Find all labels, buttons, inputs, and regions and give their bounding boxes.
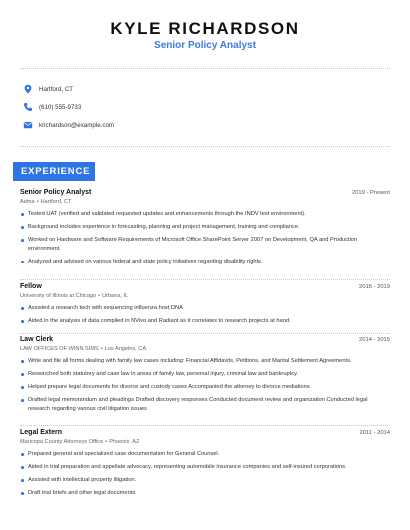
bullet-item: Write and file all forms dealing with family law cases including: Financial Affidavits, Petitions, and Marital Settlement Agreements. [20, 357, 390, 366]
bullet-item: Aided in the analysis of data compiled in NVivo and Radiant as it correlates to research projects at hand. [20, 317, 390, 326]
contact-email [20, 119, 114, 131]
divider [20, 146, 390, 147]
employer-name: LAW OFFICES OF WINN SIMS [20, 346, 99, 352]
divider [20, 279, 390, 280]
contact-location [20, 83, 73, 95]
job-employer: LAW OFFICES OF WINN SIMS • Los Angeles, CA [20, 346, 147, 352]
job-title: Legal Extern [20, 429, 63, 436]
employer-location: Hartford, CT [40, 199, 72, 205]
experience-heading: EXPERIENCE [13, 162, 95, 181]
bullet-item: Helped prepare legal documents for divorce and custody cases Accompanied the attorney to divorce mediations [20, 383, 390, 392]
job-dates: 2015 - 2019 [359, 284, 390, 290]
job-bullets [20, 357, 390, 413]
employer-name: University of Illinois at Chicago [20, 293, 97, 299]
bullet-item: Tested UAT (verified and validated requested updates and enhancements through the INDV test environment). [20, 210, 390, 219]
job-bullets [20, 304, 390, 326]
job-bullets [20, 210, 390, 266]
bullet-item: Researched both statutory and case law in areas of family law, personal injury, criminal law and bankruptcy. [20, 370, 390, 379]
envelope-icon [23, 120, 33, 130]
job-employer: University of Illinois at Chicago • Urbana, IL [20, 293, 129, 299]
job-entry [20, 429, 390, 502]
job-title: Senior Policy Analyst [20, 189, 92, 196]
employer-name: Maricopa County Attorneys Office [20, 439, 104, 445]
candidate-name: KYLE RICHARDSON [110, 19, 300, 38]
job-title: Law Clerk [20, 336, 54, 343]
job-employer: Aetna • Hartford, CT [20, 199, 72, 205]
divider [20, 333, 390, 334]
job-entry [20, 336, 390, 418]
bullet-item: Assisted with intellectual property litigation. [20, 476, 390, 485]
bullet-item: Aided in trial preparation and appellate advocacy, representing automobile insurance companies and self-insured corporations. [20, 463, 390, 472]
job-entry [20, 283, 390, 330]
candidate-title: Senior Policy Analyst [154, 40, 256, 51]
divider [20, 425, 390, 426]
bullet-item: Prepared general and specialized case documentation for General Counsel. [20, 450, 390, 459]
contact-phone [20, 101, 81, 113]
email-text: krichardson@example.com [39, 121, 115, 129]
divider [20, 68, 390, 69]
bullet-item: Drafted legal memorandum and pleadings Drafted discovery responses Conducted document review and organization Conducted legal research regarding various civil litigation issues [20, 396, 390, 413]
employer-location: Phoenix, AZ [109, 439, 140, 445]
job-employer: Maricopa County Attorneys Office • Phoenix, AZ [20, 439, 140, 445]
bullet-item: Worked on Hardware and Software Requirements of Microsoft Office SharePoint Server 2007 on Development, QA and Production environment. [20, 236, 390, 253]
location-text: Hartford, CT [39, 85, 74, 93]
job-dates: 2014 - 2015 [359, 337, 390, 343]
job-entry [20, 189, 390, 271]
phone-text: (610) 555-9733 [39, 103, 82, 111]
location-pin-icon [23, 84, 33, 94]
employer-location: Urbana, IL [102, 293, 129, 299]
job-dates: 2019 - Present [351, 190, 390, 196]
bullet-item: Draft trial briefs and other legal documents. [20, 489, 390, 498]
job-bullets [20, 450, 390, 498]
bullet-item: Analyzed and advised on various federal and state policy initiatives regarding disability rights. [20, 258, 390, 267]
bullet-item: Assisted a research tech with sequencing influenza host DNA [20, 304, 390, 313]
employer-name: Aetna [20, 199, 35, 205]
job-dates: 2011 - 2014 [359, 430, 390, 436]
employer-location: Los Angeles, CA [104, 346, 147, 352]
phone-icon [23, 102, 33, 112]
bullet-item: Background includes experience in forecasting, planning and project management, training and compliance. [20, 223, 390, 232]
job-title: Fellow [20, 283, 42, 290]
